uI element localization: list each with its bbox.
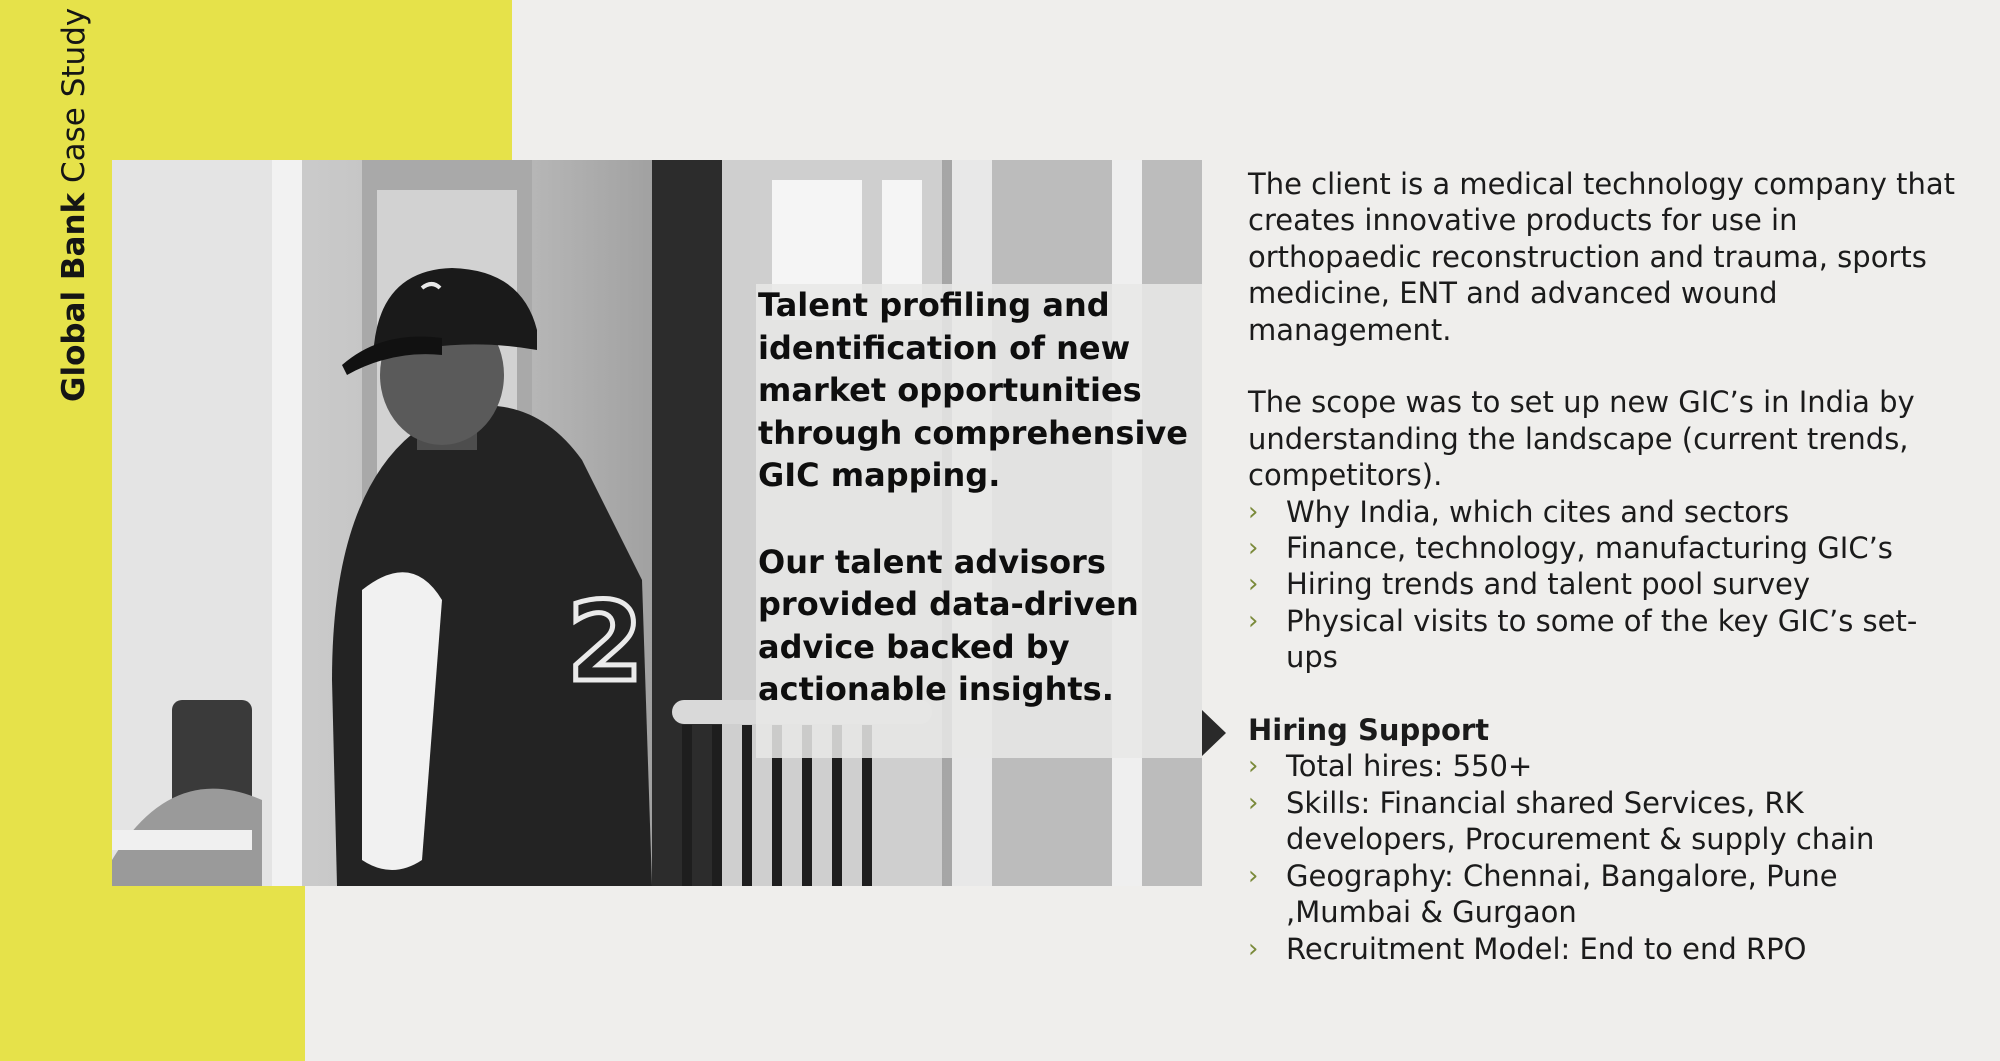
- case-study-title: [56, 8, 92, 402]
- case-study-title-bold: Global Bank: [56, 192, 92, 402]
- chevron-right-icon: ›: [1248, 569, 1259, 600]
- hiring-list: [1248, 748, 1968, 966]
- case-study-title-light: Case Study: [56, 7, 92, 183]
- overlay-paragraph-1: Talent profiling and identification of new market opportunities through comprehensive GIC mapping.: [758, 286, 1188, 494]
- chevron-right-icon: ›: [1248, 751, 1259, 782]
- chevron-right-icon: ›: [1248, 533, 1259, 564]
- scope-list: [1248, 494, 1968, 676]
- list-item: › Geography: Chennai, Bangalore, Pune ,Mumbai & Gurgaon: [1248, 858, 1838, 930]
- case-details: [1248, 166, 1968, 967]
- chevron-right-icon: ›: [1248, 860, 1259, 891]
- triangle-right-icon: [1202, 710, 1226, 756]
- scope-text: The scope was to set up new GIC’s in India by understanding the landscape (current trends, competitors).: [1248, 385, 1915, 493]
- chevron-right-icon: ›: [1248, 933, 1259, 964]
- client-intro: The client is a medical technology company that creates innovative products for use in orthopaedic reconstruction and trauma, sports medicine, ENT and advanced wound management.: [1248, 167, 1955, 347]
- list-item: › Recruitment Model: End to end RPO: [1248, 931, 1807, 966]
- list-item: › Finance, technology, manufacturing GIC’s: [1248, 531, 1893, 566]
- svg-text:2: 2: [567, 578, 644, 706]
- chevron-right-icon: ›: [1248, 605, 1259, 636]
- list-item: › Total hires: 550+: [1248, 749, 1533, 784]
- quote-overlay-text: [758, 284, 1198, 711]
- chevron-right-icon: ›: [1248, 496, 1259, 527]
- overlay-paragraph-2: Our talent advisors provided data-driven advice backed by actionable insights.: [758, 542, 1139, 708]
- chevron-right-icon: ›: [1248, 787, 1259, 818]
- list-item: › Physical visits to some of the key GIC’s set-ups: [1248, 603, 1918, 675]
- hiring-support-heading: Hiring Support: [1248, 713, 1490, 748]
- list-item: › Skills: Financial shared Services, RK developers, Procurement & supply chain: [1248, 785, 1875, 857]
- list-item: › Hiring trends and talent pool survey: [1248, 567, 1810, 602]
- list-item: › Why India, which cites and sectors: [1248, 494, 1790, 529]
